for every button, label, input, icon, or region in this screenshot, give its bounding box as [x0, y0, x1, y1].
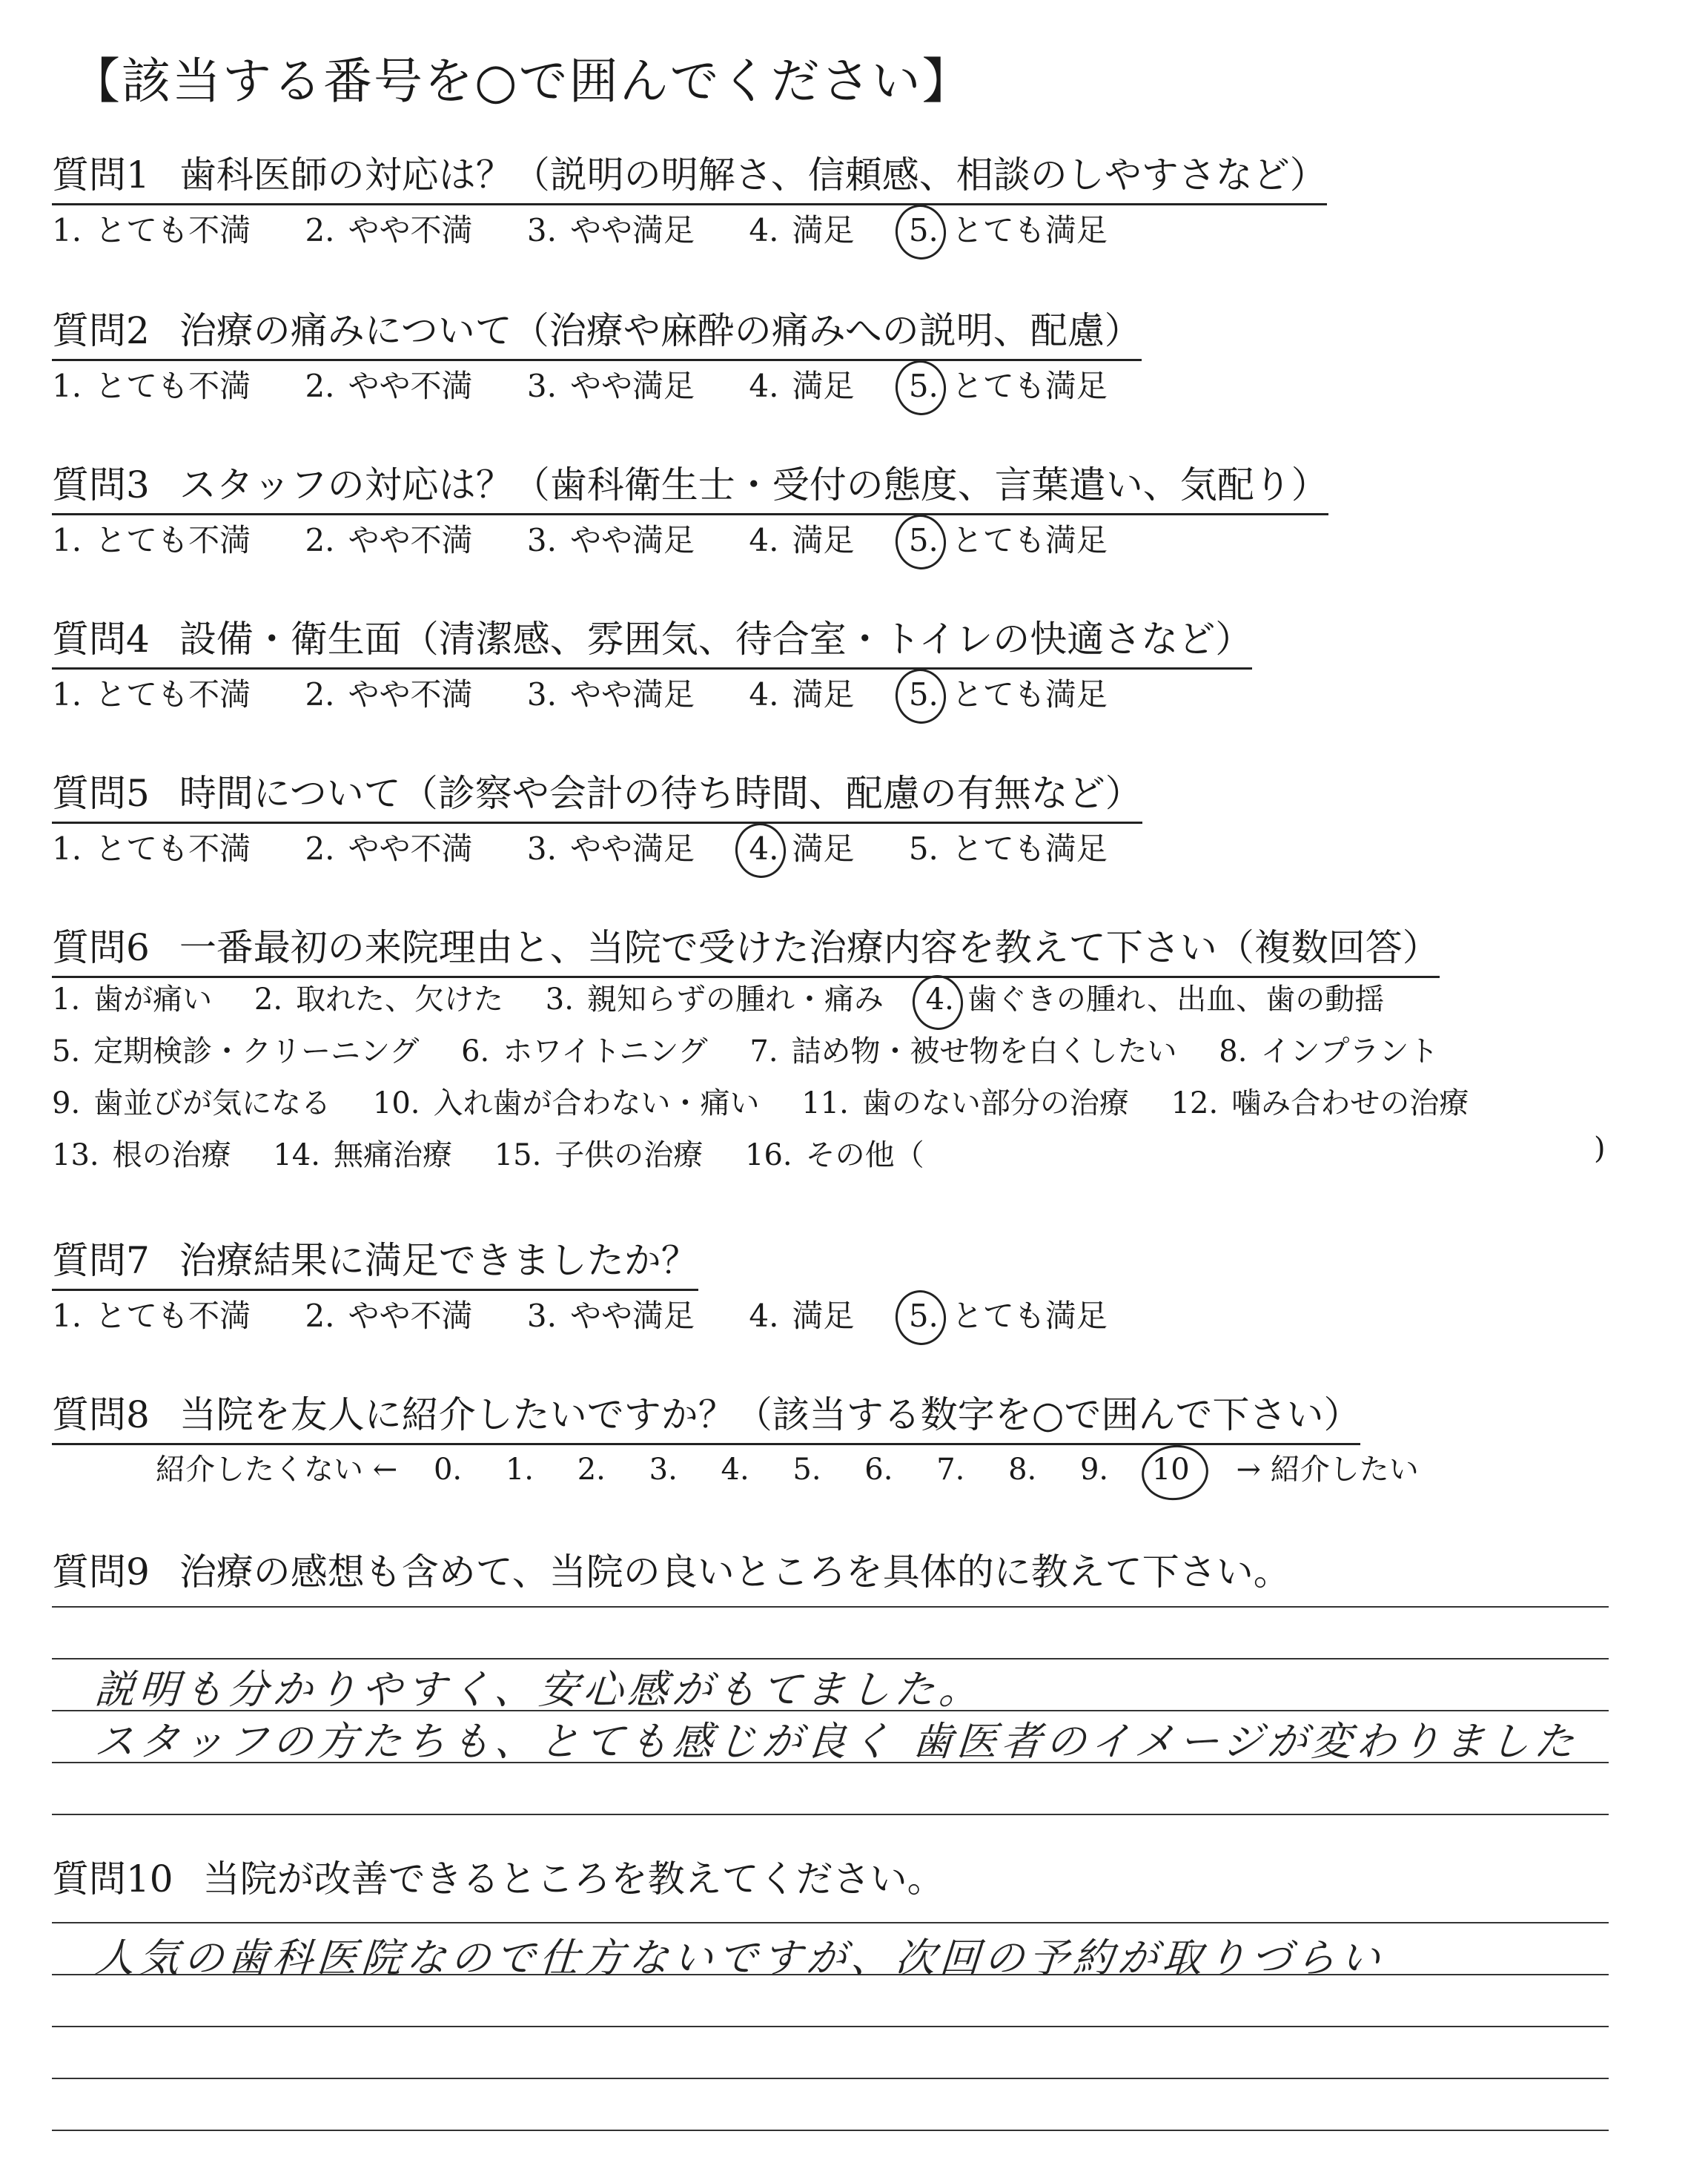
question-4-text: 設備・衛生面（清潔感、雰囲気、待合室・トイレの快適さなど）: [179, 618, 1253, 661]
option-5-selected[interactable]: 5. とても満足: [908, 1298, 1108, 1334]
option-4[interactable]: 4. 満足: [749, 522, 855, 558]
option-3[interactable]: 3. 親知らずの腫れ・痛み: [545, 982, 884, 1017]
option-14[interactable]: 14. 無痛治療: [273, 1138, 452, 1172]
option-3[interactable]: 3. やや満足: [526, 368, 695, 404]
question-7-heading: [52, 1231, 698, 1291]
scale-7[interactable]: 7.: [936, 1453, 965, 1487]
option-12[interactable]: 12. 噛み合わせの治療: [1171, 1086, 1469, 1120]
question-6-row-3: [52, 1080, 1469, 1122]
option-2[interactable]: 2. やや不満: [305, 1298, 473, 1334]
question-5-options: [52, 825, 1108, 869]
option-4-selected[interactable]: 4. 歯ぐきの腫れ、出血、歯の動揺: [925, 982, 1385, 1017]
question-10-text: 当院が改善できるところを教えてください。: [202, 1857, 944, 1900]
question-9-answer-line-1: 説明も分かりやすく、安心感がもてました。: [93, 1666, 985, 1713]
scale-5[interactable]: 5.: [792, 1453, 821, 1487]
question-10-answer-line-1: 人気の歯科医院なので仕方ないですが、次回の予約が取りづらい: [93, 1935, 1386, 1981]
other-close-paren: ): [1594, 1132, 1606, 1166]
option-1[interactable]: 1. とても不満: [52, 212, 251, 248]
answer-line: [52, 1922, 1609, 1923]
scale-right-label: → 紹介したい: [1236, 1453, 1419, 1487]
scale-0[interactable]: 0.: [433, 1453, 463, 1487]
question-6-number: 質問6: [52, 926, 150, 969]
question-1-text: 歯科医師の対応は？（説明の明解さ、信頼感、相談のしやすさなど）: [179, 153, 1327, 196]
question-5-number: 質問5: [52, 772, 150, 815]
option-1[interactable]: 1. とても不満: [52, 676, 251, 713]
option-15[interactable]: 15. 子供の治療: [494, 1138, 704, 1172]
option-4[interactable]: 4. 満足: [749, 212, 855, 248]
option-1[interactable]: 1. とても不満: [52, 522, 251, 558]
option-8[interactable]: 8. インプラント: [1219, 1034, 1439, 1069]
question-3-text: スタッフの対応は？（歯科衛生士・受付の態度、言葉遣い、気配り）: [179, 463, 1328, 506]
question-3-options: [52, 516, 1108, 561]
question-7-number: 質問7: [52, 1239, 150, 1282]
option-5-selected[interactable]: 5. とても満足: [908, 522, 1108, 558]
question-10-heading: [52, 1849, 944, 1907]
scale-3[interactable]: 3.: [649, 1453, 678, 1487]
option-5[interactable]: 5. 定期検診・クリーニング: [52, 1034, 420, 1069]
option-1[interactable]: 1. とても不満: [52, 368, 251, 404]
question-2-text: 治療の痛みについて（治療や麻酔の痛みへの説明、配慮）: [179, 309, 1142, 352]
answer-line: [52, 2078, 1609, 2079]
scale-6[interactable]: 6.: [864, 1453, 893, 1487]
option-1[interactable]: 1. とても不満: [52, 830, 251, 867]
option-3[interactable]: 3. やや満足: [526, 212, 695, 248]
question-10-number: 質問10: [52, 1857, 173, 1900]
option-1[interactable]: 1. 歯が痛い: [52, 982, 213, 1017]
scale-8[interactable]: 8.: [1008, 1453, 1037, 1487]
option-2[interactable]: 2. やや不満: [305, 522, 473, 558]
option-13[interactable]: 13. 根の治療: [52, 1138, 231, 1172]
question-2-number: 質問2: [52, 309, 150, 352]
option-5-selected[interactable]: 5. とても満足: [908, 676, 1108, 713]
option-5-selected[interactable]: 5. とても満足: [908, 212, 1108, 248]
scale-4[interactable]: 4.: [721, 1453, 749, 1487]
question-7-text: 治療結果に満足できましたか？: [179, 1239, 698, 1282]
question-8-number: 質問8: [52, 1393, 150, 1436]
scale-2[interactable]: 2.: [577, 1453, 606, 1487]
option-2[interactable]: 2. やや不満: [305, 830, 473, 867]
question-4-heading: [52, 610, 1252, 670]
scale-10-selected[interactable]: 10: [1151, 1453, 1190, 1487]
option-4[interactable]: 4. 満足: [749, 368, 855, 404]
question-5-heading: [52, 764, 1142, 824]
question-2-options: [52, 362, 1108, 406]
question-9-number: 質問9: [52, 1550, 150, 1593]
question-3-heading: [52, 455, 1328, 515]
question-9-answer-line-2: スタッフの方たちも、とても感じが良く 歯医者のイメージが変わりました: [93, 1718, 1580, 1765]
option-4[interactable]: 4. 満足: [749, 1298, 855, 1334]
question-6-heading: [52, 918, 1440, 978]
scale-1[interactable]: 1.: [505, 1453, 534, 1487]
question-1-options: [52, 206, 1108, 251]
option-6[interactable]: 6. ホワイトニング: [461, 1034, 708, 1069]
question-9-text: 治療の感想も含めて、当院の良いところを具体的に教えて下さい。: [179, 1550, 1291, 1593]
answer-line: [52, 2026, 1609, 2027]
option-4[interactable]: 4. 満足: [749, 676, 855, 713]
question-3-number: 質問3: [52, 463, 150, 506]
question-9-heading: [52, 1542, 1291, 1600]
question-2-heading: [52, 301, 1142, 361]
option-5[interactable]: 5. とても満足: [908, 830, 1108, 867]
question-8-heading: [52, 1385, 1360, 1445]
question-7-options: [52, 1292, 1108, 1336]
question-6-row-4: [52, 1132, 1609, 1174]
scale-left-label: 紹介したくない ←: [156, 1453, 398, 1487]
question-8-text: 当院を友人に紹介したいですか？（該当する数字を○で囲んで下さい）: [179, 1393, 1361, 1436]
scale-9[interactable]: 9.: [1079, 1453, 1109, 1487]
option-2[interactable]: 2. やや不満: [305, 368, 473, 404]
question-6-row-1: [52, 976, 1384, 1018]
answer-line: [52, 1606, 1609, 1608]
option-1[interactable]: 1. とても不満: [52, 1298, 251, 1334]
answer-line: [52, 1814, 1609, 1815]
option-2[interactable]: 2. やや不満: [305, 676, 473, 713]
question-1-number: 質問1: [52, 153, 150, 196]
option-10[interactable]: 10. 入れ歯が合わない・痛い: [372, 1086, 760, 1120]
question-4-number: 質問4: [52, 618, 150, 661]
option-7[interactable]: 7. 詰め物・被せ物を白くしたい: [749, 1034, 1177, 1069]
option-11[interactable]: 11. 歯のない部分の治療: [801, 1086, 1129, 1120]
question-5-text: 時間について（診察や会計の待ち時間、配慮の有無など）: [179, 772, 1142, 815]
question-4-options: [52, 670, 1108, 715]
option-4-selected[interactable]: 4. 満足: [749, 830, 855, 867]
form-title: 【該当する番号を○で囲んでください】: [71, 53, 973, 110]
question-1-heading: [52, 145, 1327, 205]
option-2[interactable]: 2. 取れた、欠けた: [254, 982, 504, 1017]
question-8-scale: [156, 1446, 1419, 1488]
option-5-selected[interactable]: 5. とても満足: [908, 368, 1108, 404]
question-6-row-2: [52, 1028, 1438, 1070]
answer-line: [52, 2130, 1609, 2131]
option-3[interactable]: 3. やや満足: [526, 676, 695, 713]
option-3[interactable]: 3. やや満足: [526, 522, 695, 558]
option-2[interactable]: 2. やや不満: [305, 212, 473, 248]
option-9[interactable]: 9. 歯並びが気になる: [52, 1086, 331, 1120]
option-3[interactable]: 3. やや満足: [526, 830, 695, 867]
question-6-text: 一番最初の来院理由と、当院で受けた治療内容を教えて下さい（複数回答）: [179, 926, 1440, 969]
option-3[interactable]: 3. やや満足: [526, 1298, 695, 1334]
option-16-other[interactable]: 16. その他（: [745, 1138, 924, 1172]
